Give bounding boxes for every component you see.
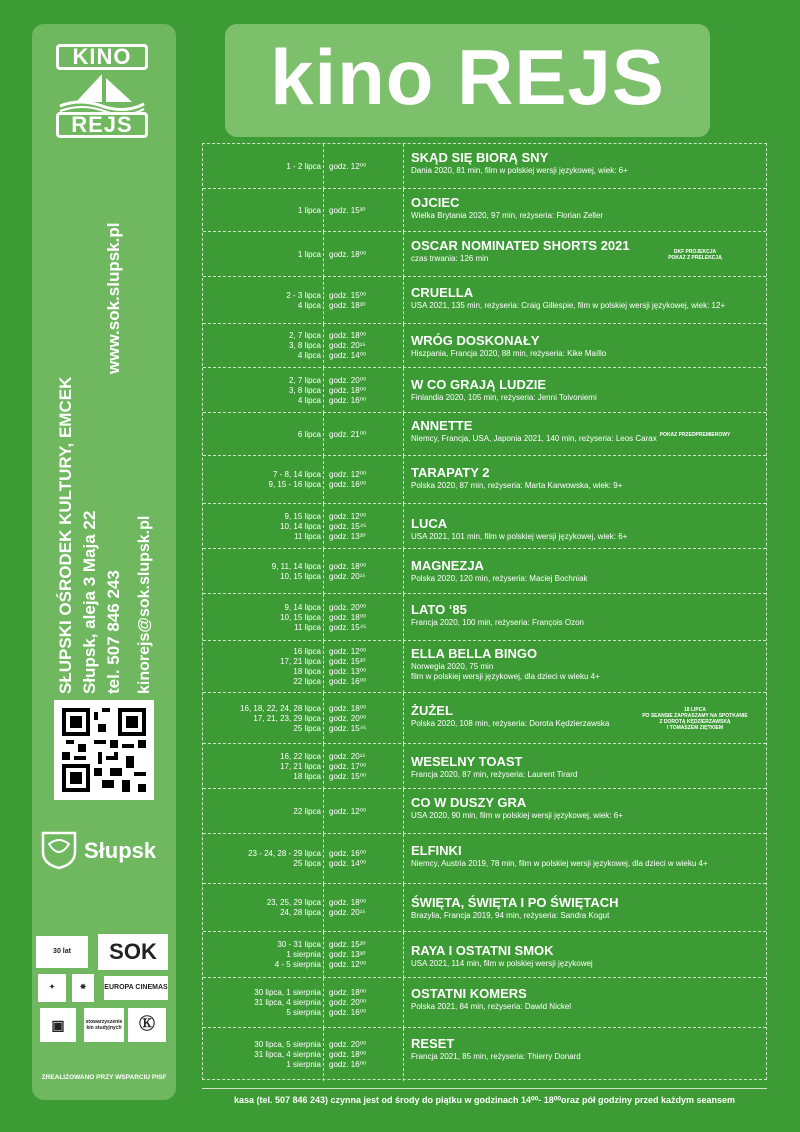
- screening-times: [323, 277, 401, 324]
- page-title: kino REJS: [270, 33, 665, 121]
- screening-note-line: 18 LIPCA: [684, 707, 706, 713]
- screening-dates: [203, 1040, 321, 1070]
- logo-top-text: KINO: [56, 44, 148, 70]
- screening-date: 6 lipca: [297, 430, 321, 439]
- screening-date: 5 sierpnia: [286, 1008, 321, 1017]
- screening-dates: [203, 250, 321, 260]
- city-crest-icon: [40, 830, 78, 870]
- screening-dates: [203, 470, 321, 490]
- film-description: Norwegia 2020, 75 min: [411, 662, 494, 671]
- screening-times: [323, 1028, 401, 1081]
- screening-date: 1 lipca: [297, 206, 321, 215]
- page-header: [225, 24, 710, 137]
- film-row: [203, 504, 766, 549]
- partner-logo-square-icon: ▣: [40, 1008, 76, 1042]
- screening-date: 25 lipca: [293, 859, 321, 868]
- screening-time: godz. 12⁰⁰: [329, 807, 367, 816]
- screening-dates: [203, 898, 321, 918]
- screening-date: 23 - 24, 28 - 29 lipca: [248, 849, 321, 858]
- screening-dates: [203, 940, 321, 970]
- screening-time: godz. 16⁰⁰: [329, 849, 367, 858]
- screening-time: godz. 12⁰⁰: [329, 960, 367, 969]
- screening-time: godz. 20¹⁵: [329, 572, 366, 581]
- film-title: ELFINKI: [411, 843, 462, 858]
- screening-times: [323, 594, 401, 641]
- screening-dates: [203, 849, 321, 869]
- film-description: Hiszpania, Francja 2020, 88 min, reżyseria: Kike Maíllo: [411, 349, 607, 358]
- screening-dates: [203, 376, 321, 406]
- screening-time: godz. 20⁰⁰: [329, 603, 367, 612]
- screening-date: 30 - 31 lipca: [277, 940, 321, 949]
- screening-date: 30 lipca, 5 sierpnia: [254, 1040, 321, 1049]
- screening-date: 1 lipca: [297, 250, 321, 259]
- screening-date: 9, 14 lipca: [284, 603, 321, 612]
- screening-time: godz. 17⁰⁰: [329, 762, 367, 771]
- film-title: ELLA BELLA BINGO: [411, 646, 538, 661]
- film-description: Finlandia 2020, 105 min, reżyseria: Jenni Toivoniemi: [411, 393, 597, 402]
- screening-date: 18 lipca: [293, 667, 321, 676]
- film-description: czas trwania: 126 min: [411, 254, 489, 263]
- film-description: Wielka Brytania 2020, 97 min, reżyseria: Florian Zeller: [411, 211, 604, 220]
- screening-time: godz. 18⁰⁰: [329, 562, 367, 571]
- screening-time: godz. 20¹⁵: [329, 908, 366, 917]
- screening-date: 25 lipca: [293, 724, 321, 733]
- film-info: [403, 978, 763, 1028]
- film-title: LATO ‘85: [411, 602, 467, 617]
- screening-dates: [203, 291, 321, 311]
- film-info: [403, 834, 763, 884]
- film-row: [203, 277, 766, 324]
- screening-date: 18 lipca: [293, 772, 321, 781]
- screening-date: 1 - 2 lipca: [286, 162, 321, 171]
- screening-date: 31 lipca, 4 sierpnia: [254, 998, 321, 1007]
- website-link[interactable]: www.sok.slupsk.pl: [104, 222, 123, 374]
- contact-block: [52, 174, 156, 694]
- screening-times: [323, 413, 401, 456]
- screening-times: [323, 504, 401, 549]
- address: Słupsk, aleja 3 Maja 22: [80, 510, 99, 694]
- film-title: ŚWIĘTA, ŚWIĘTA I PO ŚWIĘTACH: [411, 895, 619, 910]
- screening-times: [323, 744, 401, 789]
- screening-date: 1 sierpnia: [286, 950, 321, 959]
- film-row: [203, 549, 766, 594]
- film-description: Dania 2020, 81 min, film w polskiej wersji językowej, wiek: 6+: [411, 166, 628, 175]
- film-description: Francja 2021, 85 min, reżyseria: Thierry Donard: [411, 1052, 581, 1061]
- screening-time: godz. 18³⁰: [329, 301, 366, 310]
- screening-time: godz. 13³⁰: [329, 532, 366, 541]
- logo-bottom-text: REJS: [56, 112, 148, 138]
- screening-time: godz. 20¹⁵: [329, 341, 366, 350]
- screening-time: godz. 12⁰⁰: [329, 470, 367, 479]
- screening-time: godz. 16⁰⁰: [329, 677, 367, 686]
- film-title: RAYA I OSTATNI SMOK: [411, 943, 554, 958]
- screening-date: 11 lipca: [294, 532, 321, 541]
- film-row: [203, 1028, 766, 1081]
- partner-logo-europa-cinemas: EUROPA CINEMAS: [104, 976, 168, 1000]
- film-row: [203, 413, 766, 456]
- screening-times: [323, 884, 401, 932]
- film-info: [403, 744, 763, 789]
- screening-times: [323, 641, 401, 693]
- film-description: Niemcy, Francja, USA, Japonia 2021, 140 min, reżyseria: Leos Carax: [411, 434, 657, 443]
- screening-date: 23, 25, 29 lipca: [266, 898, 321, 907]
- screening-dates: [203, 331, 321, 361]
- screening-date: 22 lipca: [293, 677, 321, 686]
- screening-dates: [203, 647, 321, 687]
- film-title: MAGNEZJA: [411, 558, 484, 573]
- screening-date: 2, 7 lipca: [288, 376, 321, 385]
- screening-date: 7 - 8, 14 lipca: [272, 470, 321, 479]
- film-description: film w polskiej wersji językowej, dla dzieci w wieku 4+: [411, 672, 600, 681]
- screening-note-line: POKAZ Z PRELEKCJĄ: [668, 255, 722, 261]
- film-info: [403, 1028, 763, 1081]
- screening-time: godz. 15⁰⁰: [329, 772, 367, 781]
- film-title: CRUELLA: [411, 285, 474, 300]
- screening-times: [323, 324, 401, 368]
- partner-logo-eagle-icon: ✦: [38, 974, 66, 1002]
- film-title: OSTATNI KOMERS: [411, 986, 527, 1001]
- screening-time: godz. 15³⁰: [329, 206, 366, 215]
- film-row: [203, 641, 766, 693]
- screening-note-line: DKF PROJEKCJA: [673, 249, 717, 255]
- screening-date: 3, 8 lipca: [288, 341, 321, 350]
- screening-date: 4 lipca: [297, 301, 321, 310]
- film-row: [203, 456, 766, 504]
- film-row: [203, 693, 766, 744]
- screening-dates: [203, 562, 321, 582]
- film-description: Polska 2021, 84 min, reżyseria: Dawid Nickel: [411, 1002, 572, 1011]
- screening-time: godz. 18⁰⁰: [329, 704, 367, 713]
- screening-time: godz. 16⁰⁰: [329, 1060, 367, 1069]
- screening-time: godz. 18⁰⁰: [329, 250, 367, 259]
- screening-times: [323, 144, 401, 189]
- film-description: Francja 2020, 100 min, reżyseria: François Ozon: [411, 618, 584, 627]
- screening-date: 30 lipca, 1 sierpnia: [254, 988, 321, 997]
- film-info: [403, 549, 763, 594]
- screening-time: godz. 14⁰⁰: [329, 859, 367, 868]
- film-description: USA 2021, 114 min, film w polskiej wersji językowej: [411, 959, 593, 968]
- film-title: CO W DUSZY GRA: [411, 795, 527, 810]
- film-info: [403, 456, 763, 504]
- partner-logo-30-lat: 30 lat: [36, 936, 88, 968]
- film-row: [203, 594, 766, 641]
- screening-times: [323, 456, 401, 504]
- pisf-note: ZREALIZOWANO PRZY WSPARCIU PISF: [41, 1074, 167, 1081]
- film-row: [203, 884, 766, 932]
- film-row: [203, 789, 766, 834]
- screening-note-line: PO SEANSIE ZAPRASZAMY NA SPOTKANIE: [642, 713, 748, 719]
- screening-time: godz. 16⁰⁰: [329, 480, 367, 489]
- film-info: [403, 693, 763, 744]
- partner-logo-ski: stowarzyszenie kin studyjnych: [84, 1008, 124, 1042]
- film-title: LUCA: [411, 516, 448, 531]
- screening-time: godz. 16⁰⁰: [329, 1008, 367, 1017]
- screening-dates: [203, 603, 321, 633]
- screening-time: godz. 20⁰⁰: [329, 376, 367, 385]
- kino-rejs-logo: [56, 44, 148, 138]
- film-row: [203, 932, 766, 978]
- screening-dates: [203, 704, 321, 734]
- screening-times: [323, 978, 401, 1028]
- film-title: RESET: [411, 1036, 455, 1051]
- film-info: [403, 144, 763, 189]
- screening-date: 9, 15 lipca: [284, 512, 321, 521]
- film-info: [403, 641, 763, 693]
- screening-time: godz. 18⁰⁰: [329, 898, 367, 907]
- film-description: USA 2021, 135 min, reżyseria: Craig Gillespie, film w polskiej wersji językowej, wiek: 12+: [411, 301, 726, 310]
- screening-date: 16, 22 lipca: [280, 752, 321, 761]
- screening-times: [323, 549, 401, 594]
- partner-logo-seal-icon: ❋: [72, 974, 94, 1002]
- screening-date: 2 - 3 lipca: [286, 291, 321, 300]
- screening-times: [323, 932, 401, 978]
- film-row: [203, 189, 766, 232]
- film-description: Brazylia, Francja 2019, 94 min, reżyseria: Sandra Kogut: [411, 911, 610, 920]
- screening-time: godz. 16⁰⁰: [329, 396, 367, 405]
- screening-time: godz. 20¹⁵: [329, 752, 366, 761]
- screening-note: [635, 707, 755, 731]
- film-info: [403, 324, 763, 368]
- screening-time: godz. 12⁰⁰: [329, 162, 367, 171]
- screening-time: godz. 15⁴⁵: [329, 623, 367, 632]
- film-row: [203, 834, 766, 884]
- org-name: SŁUPSKI OŚRODEK KULTURY, EMCEK: [56, 376, 75, 694]
- screening-time: godz. 20⁰⁰: [329, 998, 367, 1007]
- phone: tel. 507 846 243: [104, 570, 123, 694]
- screening-dates: [203, 988, 321, 1018]
- screening-time: godz. 18⁰⁰: [329, 988, 367, 997]
- film-title: ANNETTE: [411, 418, 473, 433]
- screening-note-line: POKAZ PRZEDPREMIEROWY: [659, 432, 731, 438]
- screening-date: 16, 18, 22, 24, 28 lipca: [240, 704, 321, 713]
- screening-date: 10, 14 lipca: [280, 522, 321, 531]
- film-info: [403, 368, 763, 413]
- screening-time: godz. 13⁰⁰: [329, 667, 367, 676]
- film-description: Francja 2020, 87 min, reżyseria: Laurent Tirard: [411, 770, 578, 779]
- film-row: [203, 368, 766, 413]
- screening-date: 17, 21, 23, 29 lipca: [253, 714, 321, 723]
- screening-time: godz. 20⁰⁰: [329, 1040, 367, 1049]
- screening-time: godz. 18⁰⁰: [329, 331, 367, 340]
- qr-code[interactable]: [54, 700, 154, 800]
- city-name: Słupsk: [84, 838, 157, 863]
- screening-date: 22 lipca: [293, 807, 321, 816]
- screening-note: [635, 249, 755, 261]
- film-description: Polska 2020, 120 min, reżyseria: Maciej Bochniak: [411, 574, 588, 583]
- screening-date: 24, 28 lipca: [280, 908, 321, 917]
- film-row: [203, 744, 766, 789]
- screening-time: godz. 18⁰⁰: [329, 613, 367, 622]
- film-info: [403, 413, 763, 456]
- film-info: [403, 884, 763, 932]
- screening-date: 10, 15 lipca: [280, 613, 321, 622]
- sidebar: [32, 24, 176, 1100]
- slupsk-logo: [40, 830, 170, 870]
- screening-time: godz. 15⁴⁵: [329, 724, 367, 733]
- film-row: [203, 324, 766, 368]
- partner-logo-sok: SOK: [98, 934, 168, 970]
- film-description: USA 2020, 90 min, film w polskiej wersji językowej, wiek: 6+: [411, 811, 623, 820]
- film-title: W CO GRAJĄ LUDZIE: [411, 377, 547, 392]
- film-info: [403, 189, 763, 232]
- screening-date: 17, 21 lipca: [280, 657, 321, 666]
- screening-dates: [203, 807, 321, 817]
- screening-time: godz. 14⁰⁰: [329, 351, 367, 360]
- screening-dates: [203, 430, 321, 440]
- screening-note-line: Z DOROTĄ KĘDZIERZAWSKĄ: [659, 719, 731, 725]
- box-office-hours: kasa (tel. 507 846 243) czynna jest od środy do piątku w godzinach 14⁰⁰- 18⁰⁰oraz pół godziny przed każdym seansem: [202, 1088, 767, 1112]
- screening-time: godz. 18⁰⁰: [329, 386, 367, 395]
- film-title: SKĄD SIĘ BIORĄ SNY: [411, 150, 549, 165]
- film-title: TARAPATY 2: [411, 465, 490, 480]
- film-row: [203, 144, 766, 189]
- screening-time: godz. 13³⁰: [329, 950, 366, 959]
- screening-times: [323, 693, 401, 744]
- film-info: [403, 594, 763, 641]
- film-info: [403, 932, 763, 978]
- screening-time: godz. 12⁰⁰: [329, 647, 367, 656]
- screening-date: 4 lipca: [297, 351, 321, 360]
- film-schedule-table: [202, 143, 767, 1080]
- screening-times: [323, 789, 401, 834]
- film-info: [403, 232, 763, 277]
- screening-date: 4 - 5 sierpnia: [274, 960, 321, 969]
- screening-time: godz. 15³⁰: [329, 657, 366, 666]
- film-title: OJCIEC: [411, 195, 460, 210]
- film-row: [203, 232, 766, 277]
- screening-note-line: I TOMASZEM ZIĘTKIEM: [666, 725, 724, 731]
- film-row: [203, 978, 766, 1028]
- screening-time: godz. 18⁰⁰: [329, 1050, 367, 1059]
- screening-dates: [203, 752, 321, 782]
- screening-note: [635, 432, 755, 438]
- film-title: WESELNY TOAST: [411, 754, 523, 769]
- film-title: WRÓG DOSKONAŁY: [411, 333, 540, 348]
- screening-date: 16 lipca: [293, 647, 321, 656]
- screening-date: 9, 15 - 16 lipca: [268, 480, 321, 489]
- screening-time: godz. 15⁴⁵: [329, 522, 367, 531]
- screening-date: 3, 8 lipca: [288, 386, 321, 395]
- sail-boat-icon: [56, 72, 148, 112]
- screening-time: godz. 12⁰⁰: [329, 512, 367, 521]
- screening-date: 2, 7 lipca: [288, 331, 321, 340]
- screening-date: 17, 21 lipca: [280, 762, 321, 771]
- screening-time: godz. 21⁰⁰: [329, 430, 367, 439]
- film-info: [403, 504, 763, 549]
- screening-time: godz. 20⁰⁰: [329, 714, 367, 723]
- film-info: [403, 789, 763, 834]
- screening-date: 9, 11, 14 lipca: [271, 562, 321, 571]
- film-description: USA 2021, 101 min, film w polskiej wersji językowej, wiek: 6+: [411, 532, 628, 541]
- screening-time: godz. 15³⁰: [329, 940, 366, 949]
- screening-times: [323, 368, 401, 413]
- screening-date: 11 lipca: [294, 623, 321, 632]
- film-title: OSCAR NOMINATED SHORTS 2021: [411, 238, 630, 253]
- screening-date: 1 sierpnia: [286, 1060, 321, 1069]
- screening-date: 10, 15 lipca: [280, 572, 321, 581]
- screening-dates: [203, 512, 321, 542]
- partner-logo-k-icon: Ⓚ: [128, 1008, 166, 1042]
- screening-date: 31 lipca, 4 sierpnia: [254, 1050, 321, 1059]
- film-description: Niemcy, Austria 2019, 78 min, film w polskiej wersji językowej, dla dzieci w wieku 4+: [411, 859, 708, 868]
- film-info: [403, 277, 763, 324]
- email-link[interactable]: kinorejs@sok.slupsk.pl: [136, 515, 153, 694]
- screening-dates: [203, 162, 321, 172]
- film-title: ŻUŻEL: [411, 703, 453, 718]
- film-description: Polska 2020, 108 min, reżyseria: Dorota Kędzierzawska: [411, 719, 610, 728]
- screening-time: godz. 15⁰⁰: [329, 291, 367, 300]
- screening-dates: [203, 206, 321, 216]
- screening-times: [323, 232, 401, 277]
- film-description: Polska 2020, 87 min, reżyseria: Marta Karwowska, wiek: 9+: [411, 481, 623, 490]
- screening-times: [323, 189, 401, 232]
- screening-times: [323, 834, 401, 884]
- qr-code-icon: [62, 708, 146, 792]
- screening-date: 4 lipca: [297, 396, 321, 405]
